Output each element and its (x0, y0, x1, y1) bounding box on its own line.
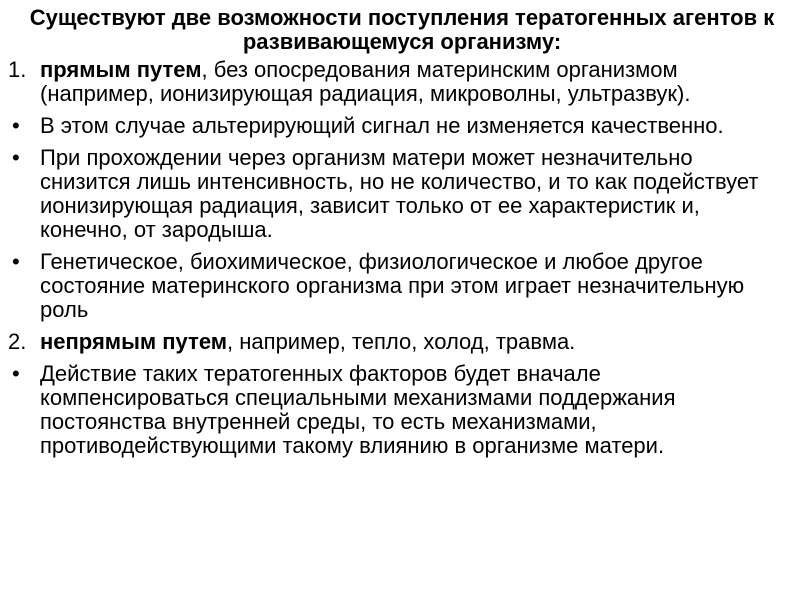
content-list (8, 58, 786, 458)
item-text: В этом случае альтерирующий сигнал не изменяется качественно. (40, 113, 724, 138)
item-text: , без опосредования материнским организмом (например, ионизирующая радиация, микроволны, ультразвук). (40, 57, 691, 106)
list-item-bullet (8, 146, 786, 242)
item-marker: 1. (8, 57, 27, 82)
bullet-icon: • (12, 113, 20, 138)
item-text: Генетическое, биохимическое, физиологическое и любое другое состояние материнского организма при этом играет незначительную роль (40, 249, 745, 322)
list-item-numbered-1 (8, 58, 786, 106)
list-item-bullet (8, 114, 786, 138)
list-item-bullet (8, 362, 786, 458)
list-item-bullet (8, 250, 786, 322)
item-text: При прохождении через организм матери может незначительно снизится лишь интенсивность, но не количество, и то как подействует ионизирующая радиация, зависит только от ее характеристик и, конечно, от зародыша. (40, 145, 759, 242)
item-text: , например, тепло, холод, травма. (227, 329, 576, 354)
slide-title: Существуют две возможности поступления тератогенных агентов к развивающемуся организму: (29, 5, 775, 54)
item-text: Действие таких тератогенных факторов будет вначале компенсироваться специальными механизмами поддержания постоянства внутренней среды, то есть механизмами, противодействующими такому влиянию в организме матери. (40, 361, 676, 458)
bullet-icon: • (12, 249, 20, 274)
item-lead: непрямым путем (40, 329, 228, 354)
bullet-icon: • (12, 145, 20, 170)
item-marker: 2. (8, 329, 27, 354)
item-lead: прямым путем (40, 57, 202, 82)
bullet-icon: • (12, 361, 20, 386)
list-item-numbered-2 (8, 330, 786, 354)
